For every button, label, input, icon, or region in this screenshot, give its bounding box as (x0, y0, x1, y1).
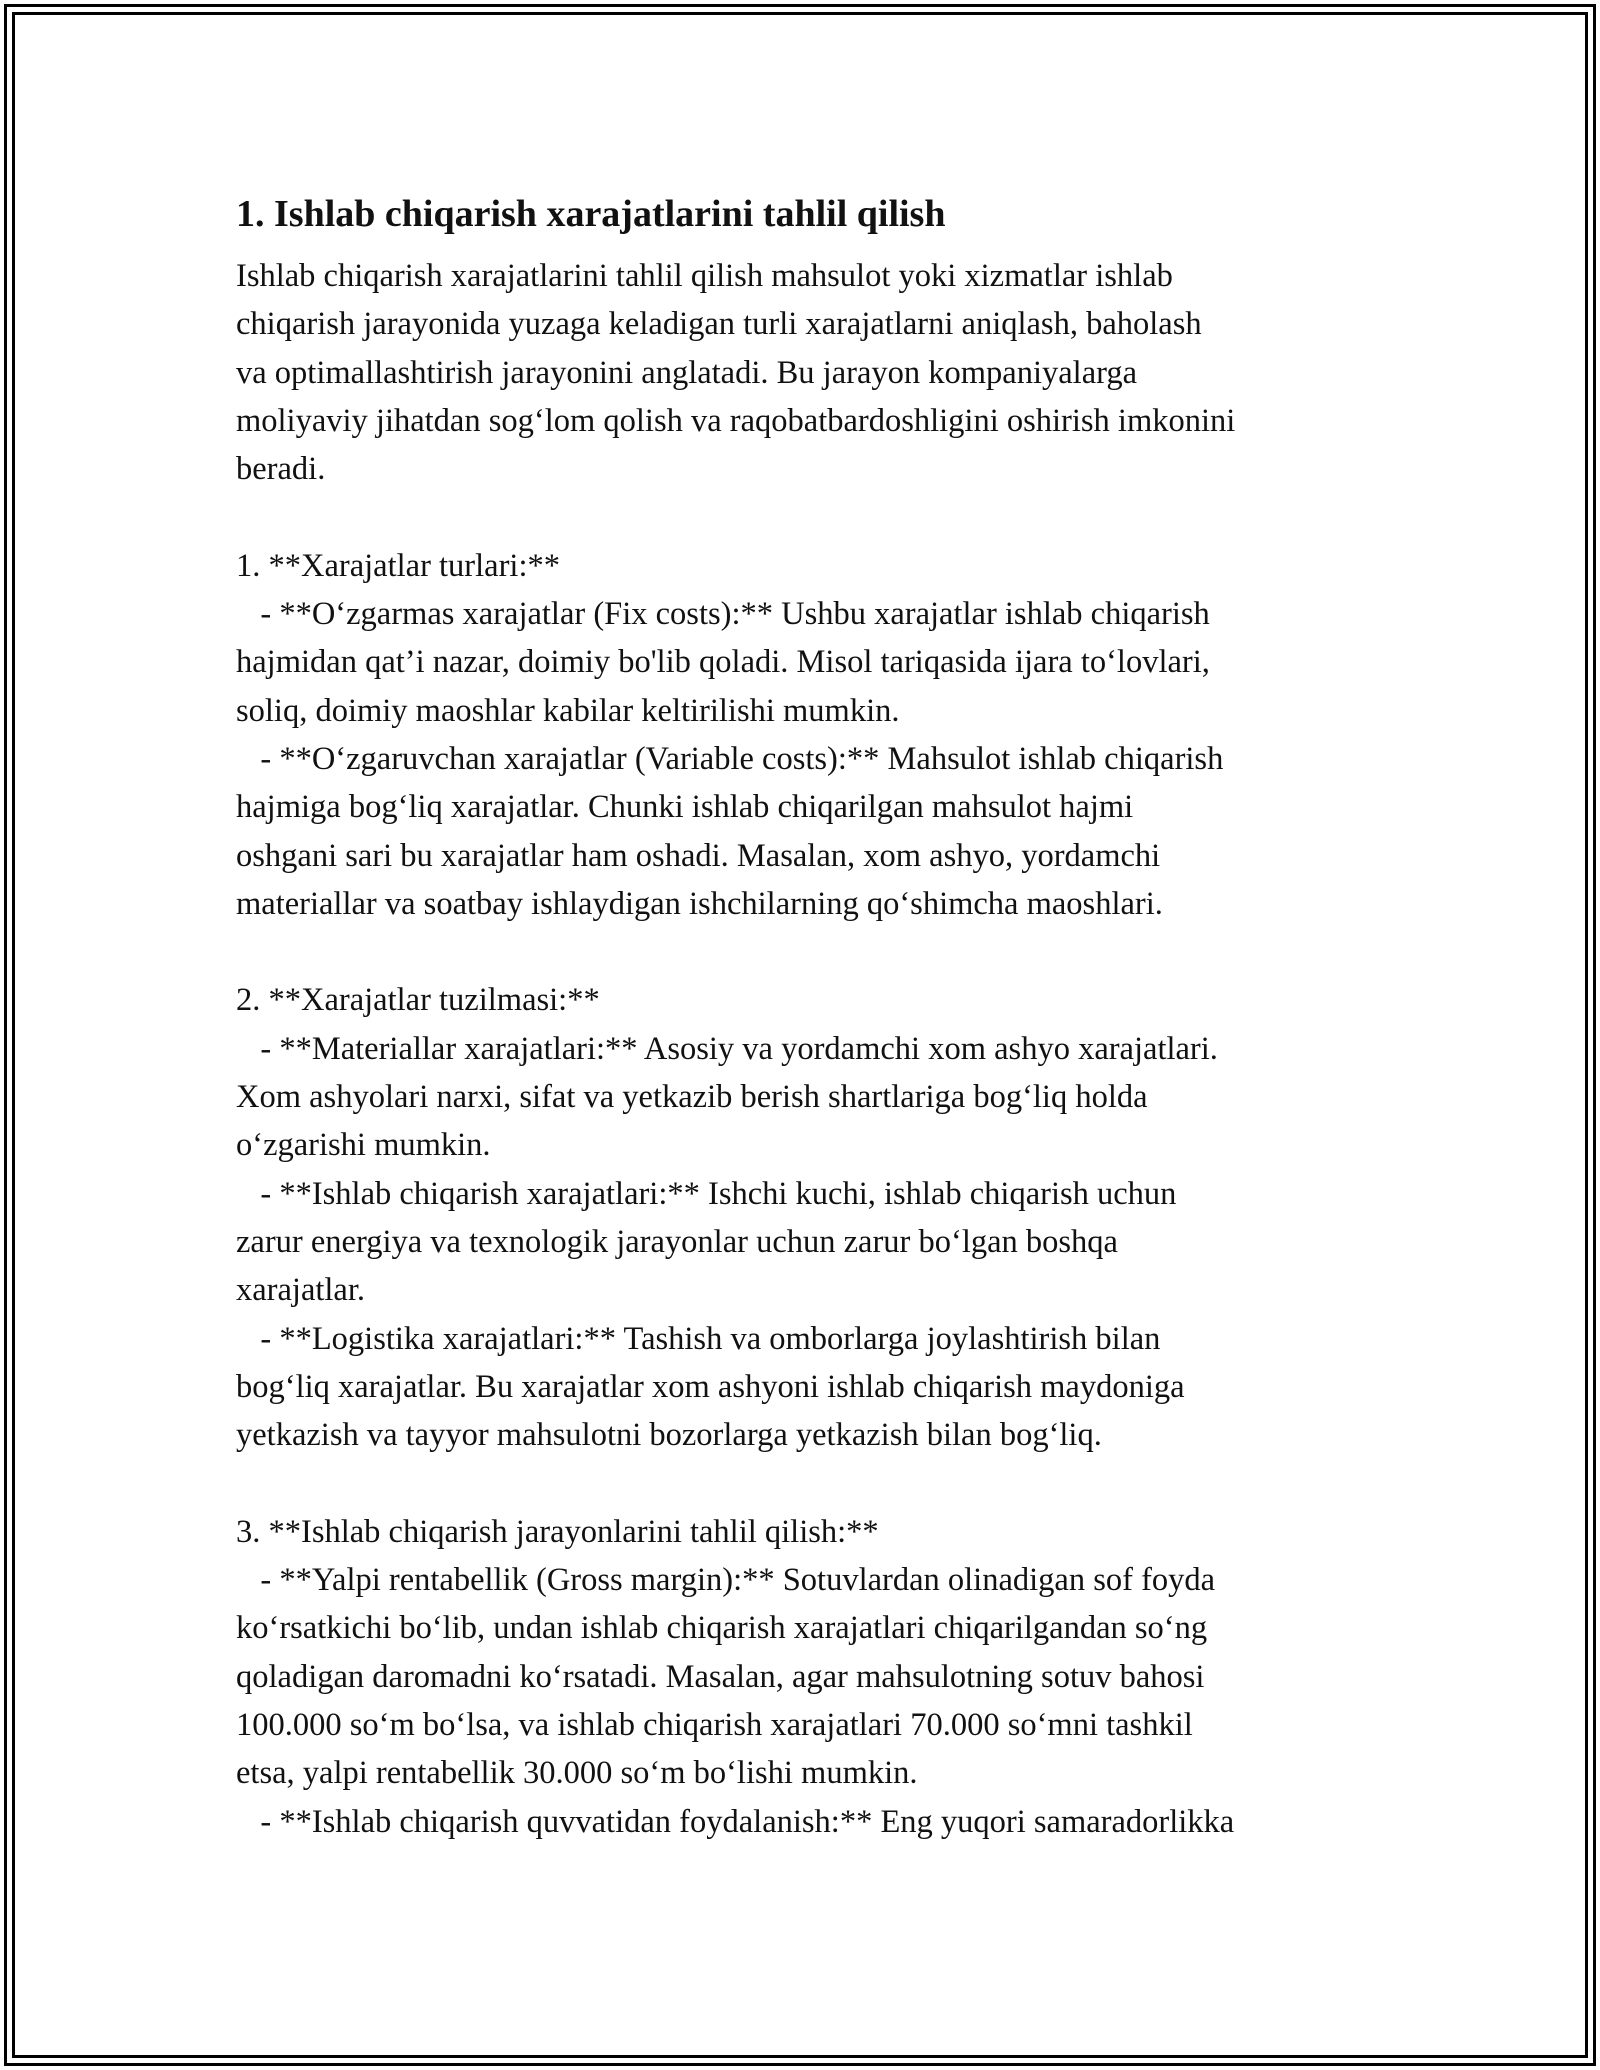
list-item-line: - **Yalpi rentabellik (Gross margin):** Sotuvlardan olinadigan sof foyda (236, 1562, 1216, 1599)
section-heading: 3. **Ishlab chiqarish jarayonlarini tahlil qilish:** (236, 1513, 879, 1550)
section-jarayonlar-tahlili (236, 1508, 1396, 1846)
text-line: bog‘liq xarajatlar. Bu xarajatlar xom ashyoni ishlab chiqarish maydoniga (236, 1368, 1185, 1405)
paragraph-gap (236, 928, 1396, 976)
text-line: Ishlab chiqarish xarajatlarini tahlil qilish mahsulot yoki xizmatlar ishlab (236, 258, 1173, 294)
section-heading: 2. **Xarajatlar tuzilmasi:** (236, 982, 600, 1019)
list-item-line: - **O‘zgaruvchan xarajatlar (Variable costs):** Mahsulot ishlab chiqarish (236, 740, 1224, 777)
intro-paragraph (236, 252, 1396, 493)
text-line: etsa, yalpi rentabellik 30.000 so‘m bo‘lishi mumkin. (236, 1755, 918, 1792)
text-line: moliyaviy jihatdan sog‘lom qolish va raqobatbardoshligini oshirish imkonini (236, 402, 1236, 439)
text-line: qoladigan daromadni ko‘rsatadi. Masalan, agar mahsulotning sotuv bahosi (236, 1658, 1205, 1695)
text-line: chiqarish jarayonida yuzaga keladigan turli xarajatlarni aniqlash, baholash (236, 306, 1202, 343)
list-item-line: - **Ishlab chiqarish xarajatlari:** Ishchi kuchi, ishlab chiqarish uchun (236, 1175, 1177, 1212)
section-heading: 1. **Xarajatlar turlari:** (236, 547, 560, 584)
document-title: 1. Ishlab chiqarish xarajatlarini tahlil qilish (236, 193, 946, 235)
list-item-line: - **Materiallar xarajatlari:** Asosiy va yordamchi xom ashyo xarajatlari. (236, 1030, 1218, 1067)
text-line: materiallar va soatbay ishlaydigan ishchilarning qo‘shimcha maoshlari. (236, 885, 1163, 922)
text-line: o‘zgarishi mumkin. (236, 1127, 491, 1164)
text-line: 100.000 so‘m bo‘lsa, va ishlab chiqarish xarajatlari 70.000 so‘mni tashkil (236, 1706, 1193, 1743)
paragraph-gap (236, 1459, 1396, 1507)
text-line: hajmiga bog‘liq xarajatlar. Chunki ishlab chiqarilgan mahsulot hajmi (236, 789, 1134, 826)
list-item-line: - **Logistika xarajatlari:** Tashish va omborlarga joylashtirish bilan (236, 1320, 1161, 1357)
text-line: ko‘rsatkichi bo‘lib, undan ishlab chiqarish xarajatlari chiqarilgandan so‘ng (236, 1610, 1208, 1647)
text-line: beradi. (236, 451, 326, 488)
document-body (236, 186, 1396, 1846)
text-line: hajmidan qat’i nazar, doimiy bo'lib qoladi. Misol tariqasida ijara to‘lovlari, (236, 644, 1210, 681)
text-line: soliq, doimiy maoshlar kabilar keltirilishi mumkin. (236, 692, 900, 729)
section-xarajatlar-tuzilmasi (236, 976, 1396, 1459)
paragraph-gap (236, 493, 1396, 541)
text-line: xarajatlar. (236, 1272, 366, 1309)
text-line: Xom ashyolari narxi, sifat va yetkazib berish shartlariga bog‘liq holda (236, 1079, 1148, 1116)
text-line: oshgani sari bu xarajatlar ham oshadi. Masalan, xom ashyo, yordamchi (236, 837, 1161, 874)
text-line: zarur energiya va texnologik jarayonlar uchun zarur bo‘lgan boshqa (236, 1223, 1118, 1260)
text-line: yetkazish va tayyor mahsulotni bozorlarga yetkazish bilan bog‘liq. (236, 1417, 1102, 1454)
text-line: va optimallashtirish jarayonini anglatadi. Bu jarayon kompaniyalarga (236, 354, 1138, 391)
section-xarajatlar-turlari (236, 542, 1396, 928)
list-item-line: - **O‘zgarmas xarajatlar (Fix costs):** Ushbu xarajatlar ishlab chiqarish (236, 596, 1210, 633)
list-item-line: - **Ishlab chiqarish quvvatidan foydalanish:** Eng yuqori samaradorlikka (236, 1803, 1235, 1840)
